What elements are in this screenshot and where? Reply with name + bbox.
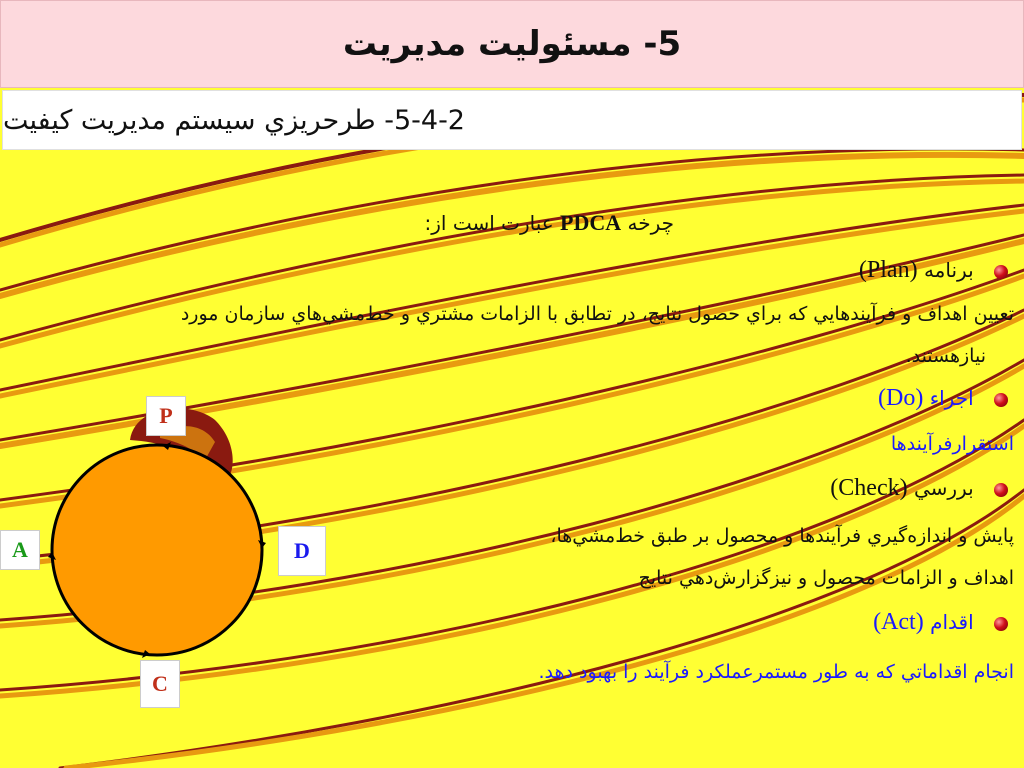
plan-latin: (Plan): [858, 257, 918, 283]
act-desc: انجام اقداماتي كه به طور مستمرعملكرد فرآيند را بهبود دهد.: [538, 661, 1014, 683]
check-label: بررسي: [913, 476, 974, 500]
bullet-icon: [994, 483, 1008, 497]
plan-label: برنامه: [923, 258, 974, 282]
page-title: 5- مسئوليت مديريت: [0, 0, 1024, 88]
plan-heading: [859, 257, 1014, 284]
bullet-icon: [994, 617, 1008, 631]
intro-line: [425, 210, 674, 236]
cycle-letter-d: D: [294, 538, 310, 563]
do-label: اجراء: [929, 386, 974, 410]
intro-latin: PDCA: [560, 210, 622, 235]
cycle-letter-c: C: [152, 671, 168, 696]
bullet-icon: [994, 393, 1008, 407]
do-latin: (Do): [878, 385, 924, 411]
check-heading: [830, 475, 1014, 502]
cycle-label-d: [278, 526, 326, 576]
cycle-letter-p: P: [159, 403, 173, 428]
act-heading: [873, 609, 1014, 636]
do-heading: [878, 385, 1014, 412]
act-latin: (Act): [873, 609, 924, 635]
section-subtitle-text: 5-4-2- طرحريزي سيستم مديريت كيفيت: [3, 104, 465, 136]
check-latin: (Check): [830, 475, 908, 501]
cycle-circle: [52, 445, 262, 655]
act-label: اقدام: [930, 610, 974, 634]
intro-after: عبارت است از:: [424, 211, 554, 235]
cycle-label-c: [140, 660, 180, 708]
section-subtitle: [2, 90, 1022, 150]
do-desc: استقرارفرآيندها: [890, 433, 1014, 455]
plan-desc-1: تعيين اهداف و فرآيندهايي كه براي حصول نتايج، در تطابق با الزامات مشتري و خط‌مشي‌هاي سازمان مورد: [180, 303, 1014, 325]
intro-before: چرخه: [627, 211, 674, 235]
bullet-icon: [994, 265, 1008, 279]
cycle-label-p: [146, 396, 186, 436]
cycle-label-a: [0, 530, 40, 570]
check-desc-1: پايش و اندازه‌گيري فرآيندها و محصول بر طبق خط‌مشي‌ها،: [550, 525, 1014, 547]
plan-desc-2: نيازهستند.: [905, 345, 986, 367]
cycle-letter-a: A: [12, 537, 28, 562]
check-desc-2: اهداف و الزامات محصول و نيزگزارش‌دهي نتايج: [638, 567, 1014, 589]
